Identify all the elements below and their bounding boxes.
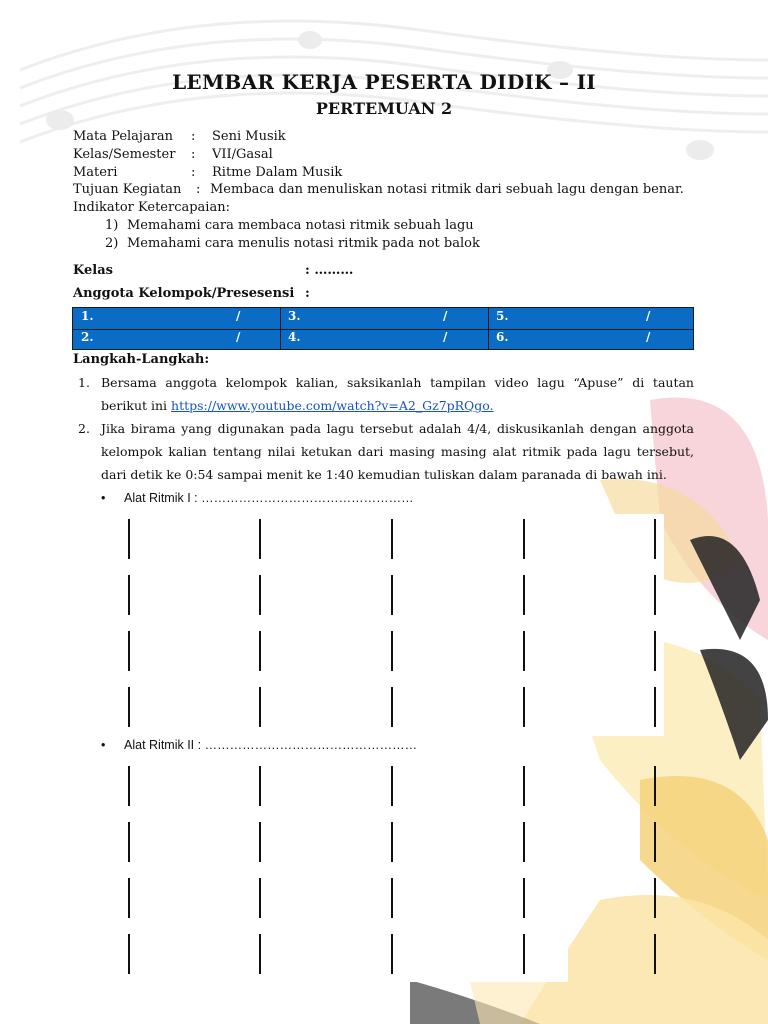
bullet-icon: • [101, 491, 106, 505]
alat-ritmik-1-label[interactable]: Alat Ritmik I : …………………………………………… [124, 491, 414, 505]
anggota-num: 6. [496, 330, 509, 344]
barline [523, 519, 525, 559]
anggota-cell-1[interactable] [73, 308, 280, 329]
alat-ritmik-2-label[interactable]: Alat Ritmik II : …………………………………………… [124, 738, 418, 752]
indikator-num-2: 2) [105, 236, 119, 251]
info-value-mapel: Seni Musik [212, 129, 286, 144]
anggota-slash: / [443, 330, 448, 344]
indikator-label: Indikator Ketercapaian: [73, 200, 230, 215]
barline [391, 878, 393, 918]
step-1-line-2 [101, 394, 494, 417]
anggota-sep: : [305, 286, 310, 301]
barline [523, 687, 525, 727]
anggota-num: 2. [81, 330, 94, 344]
barline [391, 766, 393, 806]
barline [654, 822, 656, 862]
barline [128, 822, 130, 862]
info-sep-mapel: : [191, 129, 196, 144]
barline [523, 934, 525, 974]
info-value-tujuan: Membaca dan menuliskan notasi ritmik dari sebuah lagu dengan benar. [210, 182, 684, 197]
step-2-line-2: kelompok kalian tentang nilai ketukan dari masing masing alat ritmik pada lagu tersebut, [101, 444, 694, 459]
anggota-num: 3. [288, 309, 301, 323]
indikator-num-1: 1) [105, 218, 119, 233]
barline [128, 575, 130, 615]
barline [391, 822, 393, 862]
barline [128, 878, 130, 918]
barline [259, 878, 261, 918]
barline [523, 766, 525, 806]
barline [391, 519, 393, 559]
barline [391, 575, 393, 615]
barline [259, 575, 261, 615]
barline [654, 687, 656, 727]
anggota-num: 5. [496, 309, 509, 323]
barline [259, 934, 261, 974]
barline [654, 878, 656, 918]
indikator-item-1: Memahami cara membaca notasi ritmik sebuah lagu [127, 218, 474, 233]
anggota-cell-6[interactable] [488, 329, 693, 350]
kelas-label: Kelas [73, 263, 113, 278]
anggota-num: 1. [81, 309, 94, 323]
anggota-label: Anggota Kelompok/Presesensi [73, 286, 295, 301]
anggota-table [72, 307, 694, 350]
barline [523, 878, 525, 918]
anggota-num: 4. [288, 330, 301, 344]
barline [523, 631, 525, 671]
barline [128, 631, 130, 671]
indikator-item-2: Memahami cara menulis notasi ritmik pada not balok [127, 236, 480, 251]
barline [259, 766, 261, 806]
langkah-label: Langkah-Langkah: [73, 352, 210, 367]
info-label-mapel: Mata Pelajaran [73, 129, 174, 144]
barline [523, 575, 525, 615]
anggota-slash: / [443, 309, 448, 323]
barline [128, 934, 130, 974]
page-subtitle: PERTEMUAN 2 [315, 99, 453, 118]
info-label-tujuan: Tujuan Kegiatan [73, 182, 182, 197]
info-sep-materi: : [191, 165, 196, 180]
anggota-slash: / [236, 309, 241, 323]
anggota-slash: / [646, 309, 651, 323]
step-2-line-1: Jika birama yang digunakan pada lagu tersebut adalah 4/4, diskusikanlah dengan anggota [101, 421, 694, 436]
barline [128, 519, 130, 559]
barline [654, 575, 656, 615]
barline [128, 766, 130, 806]
anggota-cell-4[interactable] [280, 329, 488, 350]
anggota-cell-3[interactable] [280, 308, 488, 329]
anggota-slash: / [646, 330, 651, 344]
anggota-cell-5[interactable] [488, 308, 693, 329]
step-2-num: 2. [78, 421, 90, 436]
step-1-num: 1. [78, 375, 90, 390]
barline [259, 822, 261, 862]
info-value-kelas-semester: VII/Gasal [212, 147, 273, 162]
barline [128, 687, 130, 727]
barline [391, 631, 393, 671]
barline [259, 631, 261, 671]
step-1-line-2-text: berikut ini [101, 398, 172, 413]
barline [391, 687, 393, 727]
barline [654, 631, 656, 671]
barline [654, 934, 656, 974]
info-label-kelas-semester: Kelas/Semester [73, 147, 176, 162]
info-value-materi: Ritme Dalam Musik [212, 165, 343, 180]
barline [523, 822, 525, 862]
barline [391, 934, 393, 974]
info-sep-tujuan: : [196, 182, 201, 197]
kelas-value: : ……… [305, 263, 354, 278]
anggota-cell-2[interactable] [73, 329, 280, 350]
staff-grid-1[interactable] [104, 514, 664, 736]
barline [259, 687, 261, 727]
bullet-icon: • [101, 738, 106, 752]
info-sep-kelas-semester: : [191, 147, 196, 162]
youtube-link[interactable]: https://www.youtube.com/watch?v=A2_Gz7pRQgo. [171, 398, 494, 413]
step-1-line-1: Bersama anggota kelompok kalian, saksikanlah tampilan video lagu “Apuse” di tautan [101, 375, 694, 390]
barline [654, 519, 656, 559]
barline [259, 519, 261, 559]
staff-grid-2-bg [104, 760, 568, 982]
anggota-slash: / [236, 330, 241, 344]
barline [654, 766, 656, 806]
info-label-materi: Materi [73, 165, 118, 180]
page-title: LEMBAR KERJA PESERTA DIDIK – II [172, 70, 596, 94]
step-2-line-3: dari detik ke 0:54 sampai menit ke 1:40 kemudian tuliskan dalam paranada di bawah ini. [101, 467, 667, 482]
